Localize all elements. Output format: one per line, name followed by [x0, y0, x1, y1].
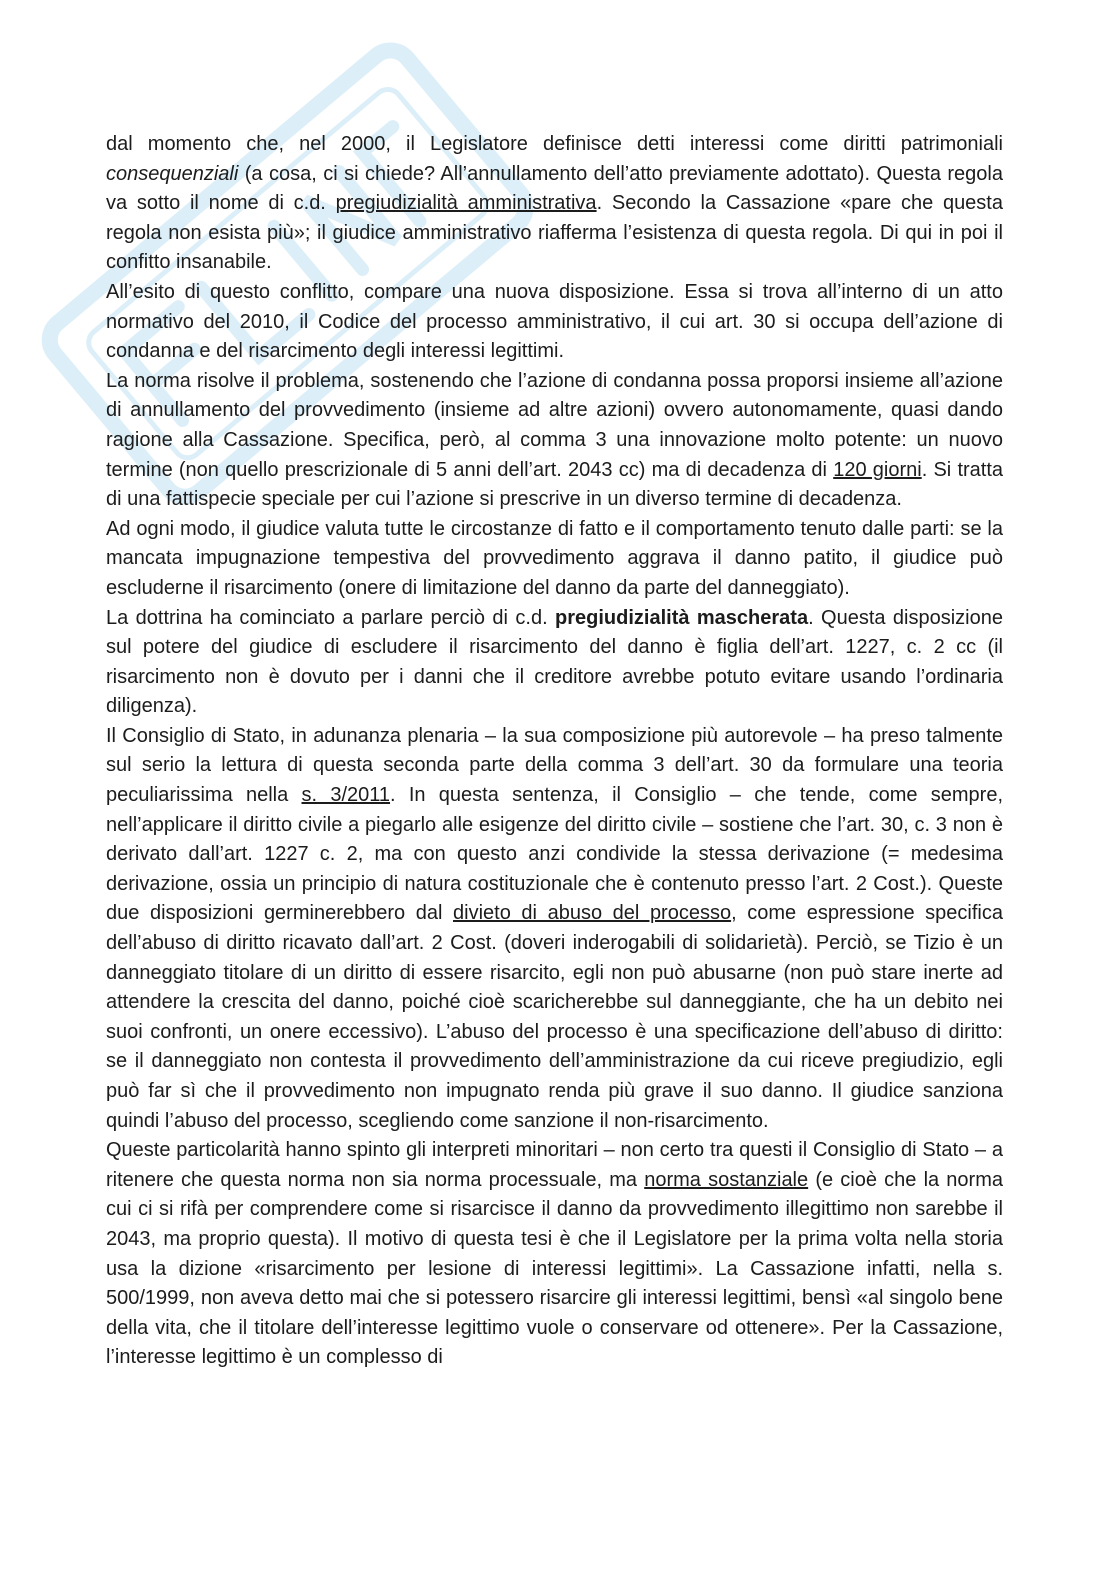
text-run: Queste particolarità hanno spinto gli interpreti minoritari – non certo tra questi il Consiglio di Stato – a ritenere che questa norma non sia norma processuale, ma [106, 1139, 1003, 1191]
paragraph [106, 515, 1003, 604]
text-run: . In questa sentenza, il Consiglio – che tende, come sempre, nell’applicare il diritto civile a piegarlo alle esigenze del diritto civile – sostiene che l’art. 30, c. 3 non è derivato dall’art. 1227 c. 2, ma con questo anzi condivide la stessa derivazione (= medesima derivazione, ossia un principio di natura costituzionale che è contenuto presso l’art. 2 Cost.). Queste due disposizioni germinerebbero dal [106, 784, 1004, 925]
text-run: Il Consiglio di Stato, in adunanza plenaria – la sua composizione più autorevole – ha preso talmente sul serio la lettura di questa seconda parte della comma 3 dell’art. 30 da formulare una teoria peculiarissima nella [106, 724, 1003, 807]
document-body [106, 130, 1003, 1373]
text-run: La norma risolve il problema, sostenendo che l’azione di condanna possa proporsi insieme all’azione di annullamento del provvedimento (insieme ad altre azioni) ovvero autonomamente, quasi dando ragione alla Cassazione. Specifica, però, al comma 3 una innovazione molto potente: un nuovo termine (non quello prescrizionale di 5 anni dell’art. 2043 cc) ma di decadenza di [106, 369, 1003, 481]
text-run: (a cosa, ci si chiede? All’annullamento dell’atto previamente adottato). Questa regola va sotto il nome di c.d. [106, 162, 1003, 215]
text-run: . Secondo la Cassazione «pare che questa regola non esista più»; il giudice amministrativo riafferma l’esistenza di questa regola. Di qui in poi il confitto insanabile. [106, 192, 1003, 274]
text-run: All’esito di questo conflitto, compare una nuova disposizione. Essa si trova all’interno di un atto normativo del 2010, il Codice del processo amministrativo, il cui art. 30 si occupa dell’azione di condanna e del risarcimento degli interessi legittimi. [106, 280, 1003, 363]
paragraph [106, 1136, 1003, 1373]
text-run: La dottrina ha cominciato a parlare perciò di c.d. [106, 606, 556, 629]
paragraph [106, 278, 1003, 367]
underlined-term: 120 giorni [833, 458, 922, 481]
underlined-term: norma sostanziale [644, 1168, 809, 1191]
text-run: (e cioè che la norma cui ci si rifà per comprendere come si risarcisce il danno da provvedimento illegittimo non sarebbe il 2043, ma proprio questa). Il motivo di questa tesi è che il Legislatore per la prima volta nella storia usa la dizione «risarcimento per lesione di interessi legittimi». La Cassazione infatti, nella s. 500/1999, non aveva detto mai che si potessero risarcire gli interessi legittimi, bensì «al singolo bene della vita, che il titolare dell’interesse legittimo vuole o conservare od ottenere». Per la Cassazione, l’interesse legittimo è un complesso di [106, 1168, 1003, 1369]
bold-term: pregiudizialità mascherata [555, 606, 809, 629]
paragraph [106, 130, 1003, 278]
text-run: . Questa disposizione sul potere del giudice di escludere il risarcimento del danno è figlia dell’art. 1227, c. 2 cc (il risarcimento non è dovuto per i danni che il creditore avrebbe potuto evitare usando l’ordinaria diligenza). [106, 606, 1003, 718]
underlined-term: s. 3/2011 [301, 784, 391, 807]
text-run: , come espressione specifica dell’abuso di diritto ricavato dall’art. 2 Cost. (doveri inderogabili di solidarietà). Perciò, se Tizio è un danneggiato titolare di un diritto di essere risarcito, egli non può abusarne (non può stare inerte ad attendere la crescita del danno, poiché cioè scaricherebbe sul danneggiante, che ha un debito nei suoi confronti, un onere eccessivo). L’abuso del processo è una specificazione dell’abuso di diritto: se il danneggiato non contesta il provvedimento dell’amministrazione da cui riceve pregiudizio, egli può far sì che il provvedimento non impugnato renda più grave il suo danno. Il giudice sanziona quindi l’abuso del processo, scegliendo come sanzione il non-risarcimento. [106, 902, 1003, 1132]
text-run: . Si tratta di una fattispecie speciale per cui l’azione si prescrive in un diverso termine di decadenza. [106, 458, 1004, 511]
paragraph [106, 604, 1003, 722]
text-run: Ad ogni modo, il giudice valuta tutte le circostanze di fatto e il comportamento tenuto dalle parti: se la mancata impugnazione tempestiva del provvedimento aggrava il danno patito, il giudice può escluderne il risarcimento (onere di limitazione del danno da parte del danneggiato). [106, 517, 1003, 599]
underlined-term: divieto di abuso del processo [453, 902, 732, 925]
text-run: dal momento che, nel 2000, il Legislatore definisce detti interessi come diritti patrimoniali [106, 133, 1003, 155]
paragraph [106, 367, 1003, 515]
italic-term: consequenziali [106, 162, 239, 185]
paragraph [106, 722, 1003, 1136]
underlined-term: pregiudizialità amministrativa [335, 192, 597, 215]
